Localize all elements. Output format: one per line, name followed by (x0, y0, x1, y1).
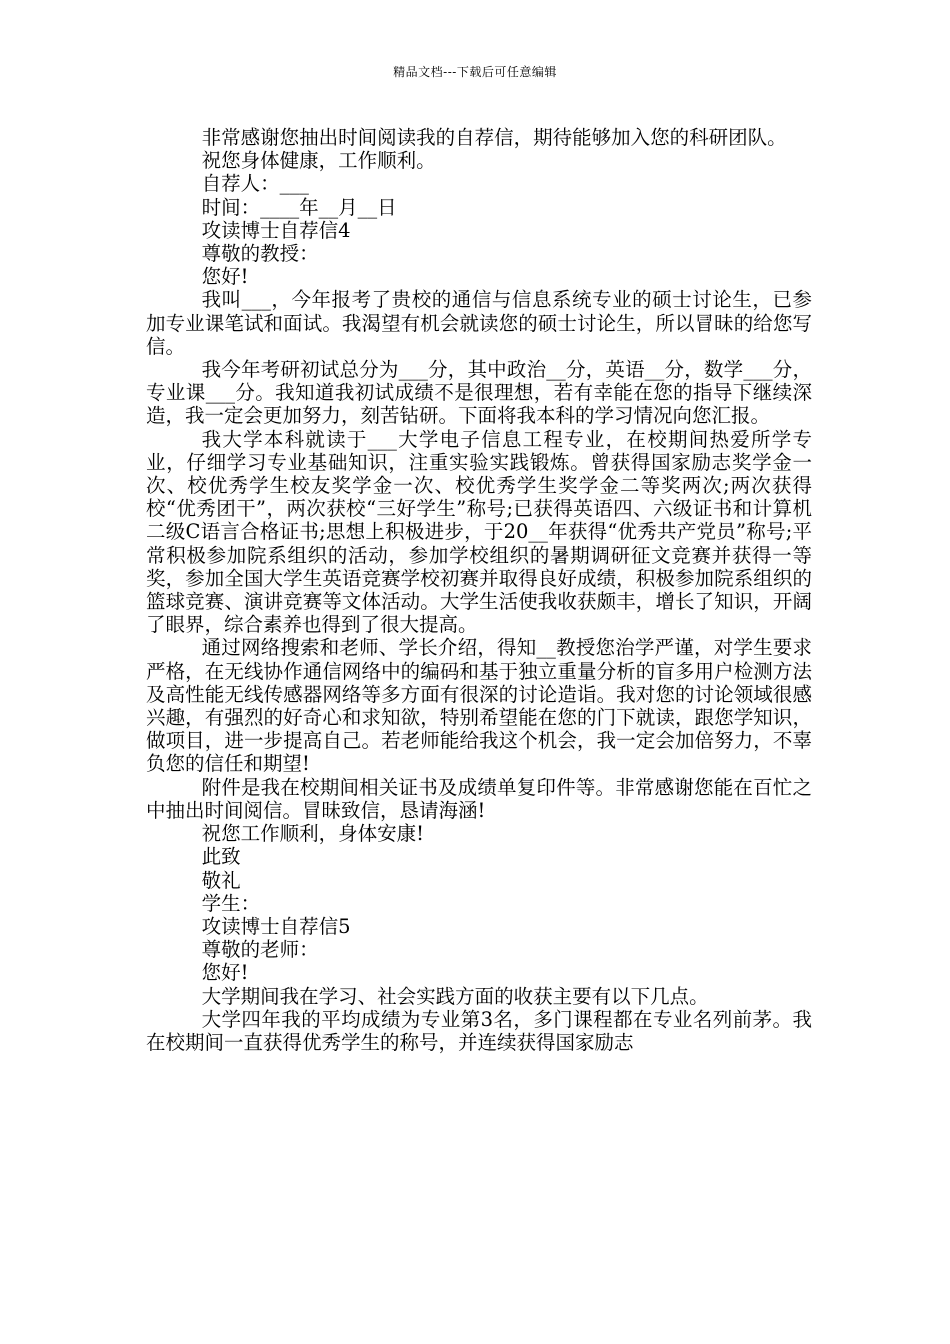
paragraph: 通过网络搜索和老师、学长介绍，得知__教授您治学严谨，对学生要求严格，在无线协作通信网络中的编码和基于独立重量分析的盲多用户检测方法及高性能无线传感器网络等多方面有很深的讨论造诣。我对您的讨论领域很感兴趣，有强烈的好奇心和求知欲，特别希望能在您的门下就读，跟您学知识，做项目，进一步提高自己。若老师能给我这个机会，我一定会加倍努力，不辜负您的信任和期望! (146, 636, 812, 776)
section-title: 攻读博士自荐信4 (201, 218, 351, 242)
closing: 此致 (201, 845, 241, 869)
paragraph: 时间：____年__月__日 (201, 195, 397, 219)
paragraph: 自荐人：___ (201, 172, 309, 196)
paragraph: 非常感谢您抽出时间阅读我的自荐信，期待能够加入您的科研团队。 (201, 126, 787, 149)
document-body (146, 126, 812, 1054)
salutation: 尊敬的老师： (201, 938, 319, 962)
closing: 敬礼 (201, 868, 241, 892)
paragraph: 我大学本科就读于___大学电子信息工程专业，在校期间热爱所学专业，仔细学习专业基础知识，注重实验实践锻炼。曾获得国家励志奖学金一次、校优秀学生校友奖学金一次、校优秀学生奖学金二等奖两次;两次获得校“优秀团干”，两次获校“三好学生”称号;已获得英语四、六级证书和计算机二级C语言合格证书;思想上积极进步，于20__年获得“优秀共产党员”称号;平常积极参加院系组织的活动，参加学校组织的暑期调研征文竞赛并获得一等奖，参加全国大学生英语竞赛学校初赛并取得良好成绩，积极参加院系组织的篮球竞赛、演讲竞赛等文体活动。大学生活使我收获颇丰，增长了知识，开阔了眼界，综合素养也得到了很大提高。 (146, 427, 812, 637)
paragraph: 我叫___，今年报考了贵校的通信与信息系统专业的硕士讨论生，已参加专业课笔试和面试。我渴望有机会就读您的硕士讨论生，所以冒昧的给您写信。 (146, 288, 812, 358)
greeting: 您好! (201, 265, 249, 289)
section-title: 攻读博士自荐信5 (201, 914, 351, 938)
greeting: 您好! (201, 961, 249, 985)
salutation: 尊敬的教授： (201, 242, 319, 266)
paragraph: 大学期间我在学习、社会实践方面的收获主要有以下几点。 (201, 984, 709, 1008)
paragraph: 大学四年我的平均成绩为专业第3名，多门课程都在专业名列前茅。我在校期间一直获得优秀学生的称号，并连续获得国家励志 (146, 1007, 812, 1054)
paragraph: 附件是我在校期间相关证书及成绩单复印件等。非常感谢您能在百忙之中抽出时间阅信。冒昧致信，恳请海涵! (146, 775, 812, 822)
page-header: 精品文档---下载后可任意编辑 (393, 65, 557, 79)
closing-wish: 祝您工作顺利，身体安康! (201, 822, 424, 846)
paragraph: 祝您身体健康，工作顺利。 (201, 149, 436, 173)
signature: 学生： (201, 891, 261, 915)
paragraph: 我今年考研初试总分为___分，其中政治__分，英语__分，数学___分，专业课___分。我知道我初试成绩不是很理想，若有幸能在您的指导下继续深造，我一定会更加努力，刻苦钻研。下面将我本科的学习情况向您汇报。 (146, 358, 812, 428)
